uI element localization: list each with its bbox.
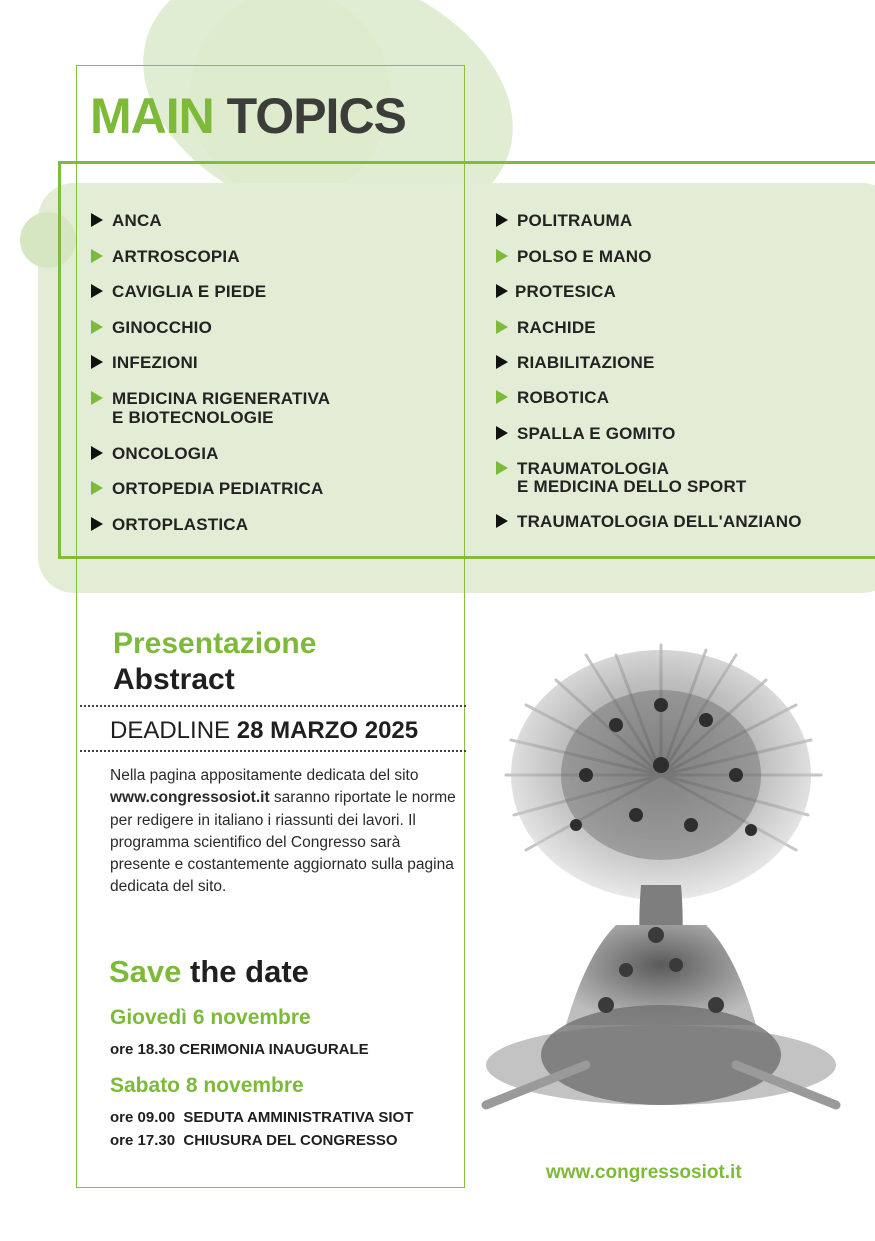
deadline <box>110 716 418 746</box>
topic-item: ORTOPEDIA PEDIATRICA <box>112 479 324 498</box>
save-word: Save <box>109 954 182 989</box>
description-text: saranno riportate le norme per redigere in italiano i riassunti dei lavori. Il programma scientifico del Congresso sarà presente e costantemente aggiornato sulla pagina dedicata del sito. <box>110 789 456 896</box>
day-heading: Giovedì 6 novembre <box>110 1006 311 1029</box>
title-topics: TOPICS <box>226 88 406 144</box>
topic-item: POLSO E MANO <box>517 247 652 266</box>
topic-item: PROTESICA <box>515 282 616 301</box>
arrow-icon <box>91 446 103 460</box>
page-title <box>90 86 406 146</box>
topic-item: TRAUMATOLOGIA <box>517 459 670 478</box>
arrow-icon <box>91 213 103 227</box>
topic-item: ANCA <box>112 211 162 230</box>
tree-illustration <box>466 625 856 1135</box>
abstract-title-line2: Abstract <box>113 663 235 696</box>
arrow-icon <box>496 355 508 369</box>
abstract-title-line1: Presentazione <box>113 627 317 660</box>
topic-item: ARTROSCOPIA <box>112 247 240 266</box>
arrow-icon <box>496 461 508 475</box>
arrow-icon <box>496 426 508 440</box>
arrow-icon <box>496 390 508 404</box>
arrow-icon <box>496 284 508 298</box>
deadline-label: DEADLINE <box>110 717 231 744</box>
dotted-divider <box>80 705 466 707</box>
topic-item: MEDICINA RIGENERATIVA <box>112 389 331 408</box>
topic-item: ORTOPLASTICA <box>112 515 249 534</box>
arrow-icon <box>496 213 508 227</box>
deadline-date: 28 MARZO 2025 <box>236 717 419 744</box>
topic-item-line2: E MEDICINA DELLO SPORT <box>517 477 747 496</box>
arrow-icon <box>91 517 103 531</box>
website-link[interactable]: www.congressosiot.it <box>110 789 270 807</box>
arrow-icon <box>91 355 103 369</box>
topic-item: CAVIGLIA E PIEDE <box>112 282 267 301</box>
topic-item: RACHIDE <box>517 318 596 337</box>
arrow-icon <box>496 249 508 263</box>
arrow-icon <box>496 514 508 528</box>
topic-item-line2: E BIOTECNOLOGIE <box>112 408 274 427</box>
event-item: ore 18.30 CERIMONIA INAUGURALE <box>110 1041 369 1058</box>
event-item: ore 09.00 SEDUTA AMMINISTRATIVA SIOT <box>110 1109 414 1126</box>
the-date-word: the date <box>190 954 309 989</box>
footer-website-link[interactable]: www.congressosiot.it <box>546 1162 742 1183</box>
save-the-date-title <box>109 953 309 991</box>
arrow-icon <box>91 320 103 334</box>
topic-item: SPALLA E GOMITO <box>517 424 676 443</box>
title-main: MAIN <box>90 88 214 144</box>
event-item: ore 17.30 CHIUSURA DEL CONGRESSO <box>110 1132 398 1149</box>
topic-item: RIABILITAZIONE <box>517 353 655 372</box>
abstract-description <box>110 765 460 899</box>
arrow-icon <box>91 391 103 405</box>
topic-item: GINOCCHIO <box>112 318 213 337</box>
arrow-icon <box>496 320 508 334</box>
day-heading: Sabato 8 novembre <box>110 1074 304 1097</box>
dotted-divider <box>80 750 466 752</box>
topic-item: TRAUMATOLOGIA DELL'ANZIANO <box>517 512 802 531</box>
topic-item: ROBOTICA <box>517 388 610 407</box>
topic-item: INFEZIONI <box>112 353 198 372</box>
arrow-icon <box>91 249 103 263</box>
description-text: Nella pagina appositamente dedicata del sito <box>110 767 419 784</box>
topic-item: POLITRAUMA <box>517 211 633 230</box>
arrow-icon <box>91 481 103 495</box>
topic-item: ONCOLOGIA <box>112 444 219 463</box>
arrow-icon <box>91 284 103 298</box>
